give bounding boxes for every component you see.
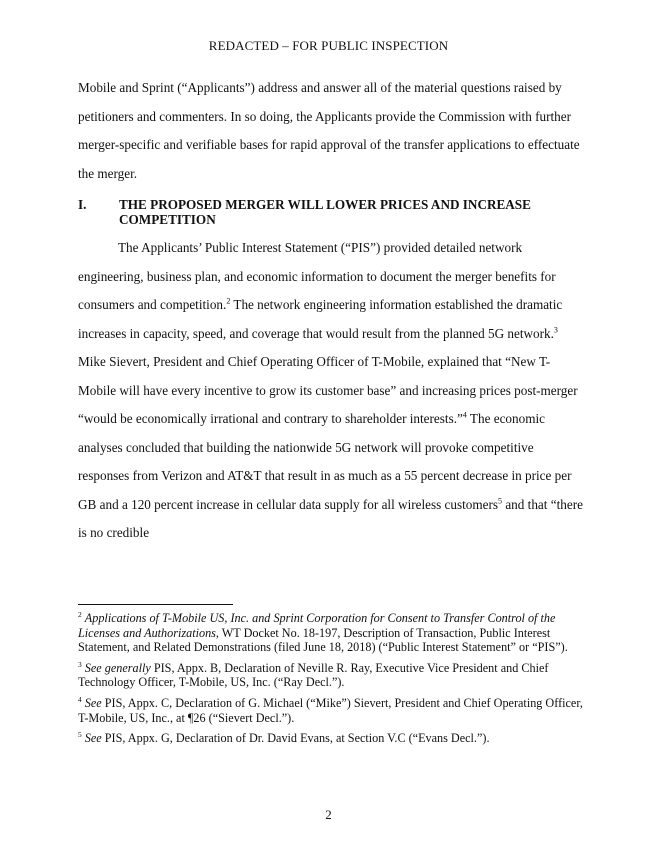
footnote	[78, 731, 583, 746]
footnote-number: 5	[78, 730, 82, 740]
section-number: I.	[78, 197, 87, 212]
paragraph-text: Mike Sievert, President and Chief Operating Officer of T-Mobile, explained that “New T-Mobile will have every incentive to grow its customer base” and increasing prices post-merger “would be economically irrational and contrary to shareholder interests.”	[78, 354, 578, 426]
footnote-divider	[78, 604, 233, 605]
intro-paragraph: Mobile and Sprint (“Applicants”) address and answer all of the material questions raised by petitioners and commenters. In so doing, the Applicants provide the Commission with further merger-specific and verifiable bases for rapid approval of the transfer applications to effectuate the merger.	[78, 80, 580, 181]
footnote	[78, 696, 583, 725]
footnote	[78, 611, 583, 655]
footnote-ref: 2	[226, 296, 231, 306]
footnote-ref: 4	[462, 410, 467, 420]
footnote-text: , WT Docket No. 18-197, Description of Transaction, Public Interest Statement, and Related Demonstrations (filed June 18, 2018) (“Public Interest Statement” or “PIS”).	[78, 625, 568, 655]
footnote	[78, 661, 583, 690]
footnote-number: 4	[78, 694, 82, 704]
footnotes	[78, 611, 583, 752]
footnote-signal-italic: See generally	[84, 660, 151, 675]
redaction-header: REDACTED – FOR PUBLIC INSPECTION	[208, 38, 449, 53]
footnote-citation-italic: Applications of T-Mobile US, Inc. and Sprint Corporation for Consent to Transfer Control of the Licenses and Authorizations	[78, 611, 556, 640]
footnote-text: PIS, Appx. B, Declaration of Neville R. Ray, Executive Vice President and Chief Technology Officer, T-Mobile, US, Inc. (“Ray Decl.”).	[78, 660, 549, 690]
section-paragraph	[78, 234, 583, 548]
footnote-number: 2	[78, 609, 82, 619]
paragraph-text: and that “there is no credible	[78, 496, 583, 540]
footnote-signal-italic: See	[84, 695, 102, 710]
footnote-signal-italic: See	[84, 731, 102, 746]
footnote-text: PIS, Appx. G, Declaration of Dr. David Evans, at Section V.C (“Evans Decl.”).	[101, 731, 490, 746]
section-title: THE PROPOSED MERGER WILL LOWER PRICES AND INCREASE COMPETITION	[119, 197, 531, 227]
paragraph-text: The economic analyses concluded that building the nationwide 5G network will provoke competitive responses from Verizon and AT&T that result in as much as a 55 percent decrease in price per GB and a 120 percent increase in cellular data supply for all wireless customers	[78, 411, 572, 512]
footnote-ref: 5	[498, 496, 503, 506]
paragraph-text: The network engineering information established the dramatic increases in capacity, speed, and coverage that would result from the planned 5G network.	[78, 297, 563, 341]
page-number: 2	[325, 807, 332, 822]
footnote-text: PIS, Appx. C, Declaration of G. Michael (“Mike”) Sievert, President and Chief Operating Officer, T-Mobile, US, Inc., at ¶26 (“Sievert Decl.”).	[78, 695, 583, 725]
footnote-ref: 3	[553, 325, 558, 335]
paragraph-text: The Applicants’ Public Interest Statement (“PIS”) provided detailed network engineering, business plan, and economic information to document the merger benefits for consumers and competition.	[78, 240, 556, 312]
section-heading	[78, 197, 583, 227]
footnote-number: 3	[78, 659, 82, 669]
